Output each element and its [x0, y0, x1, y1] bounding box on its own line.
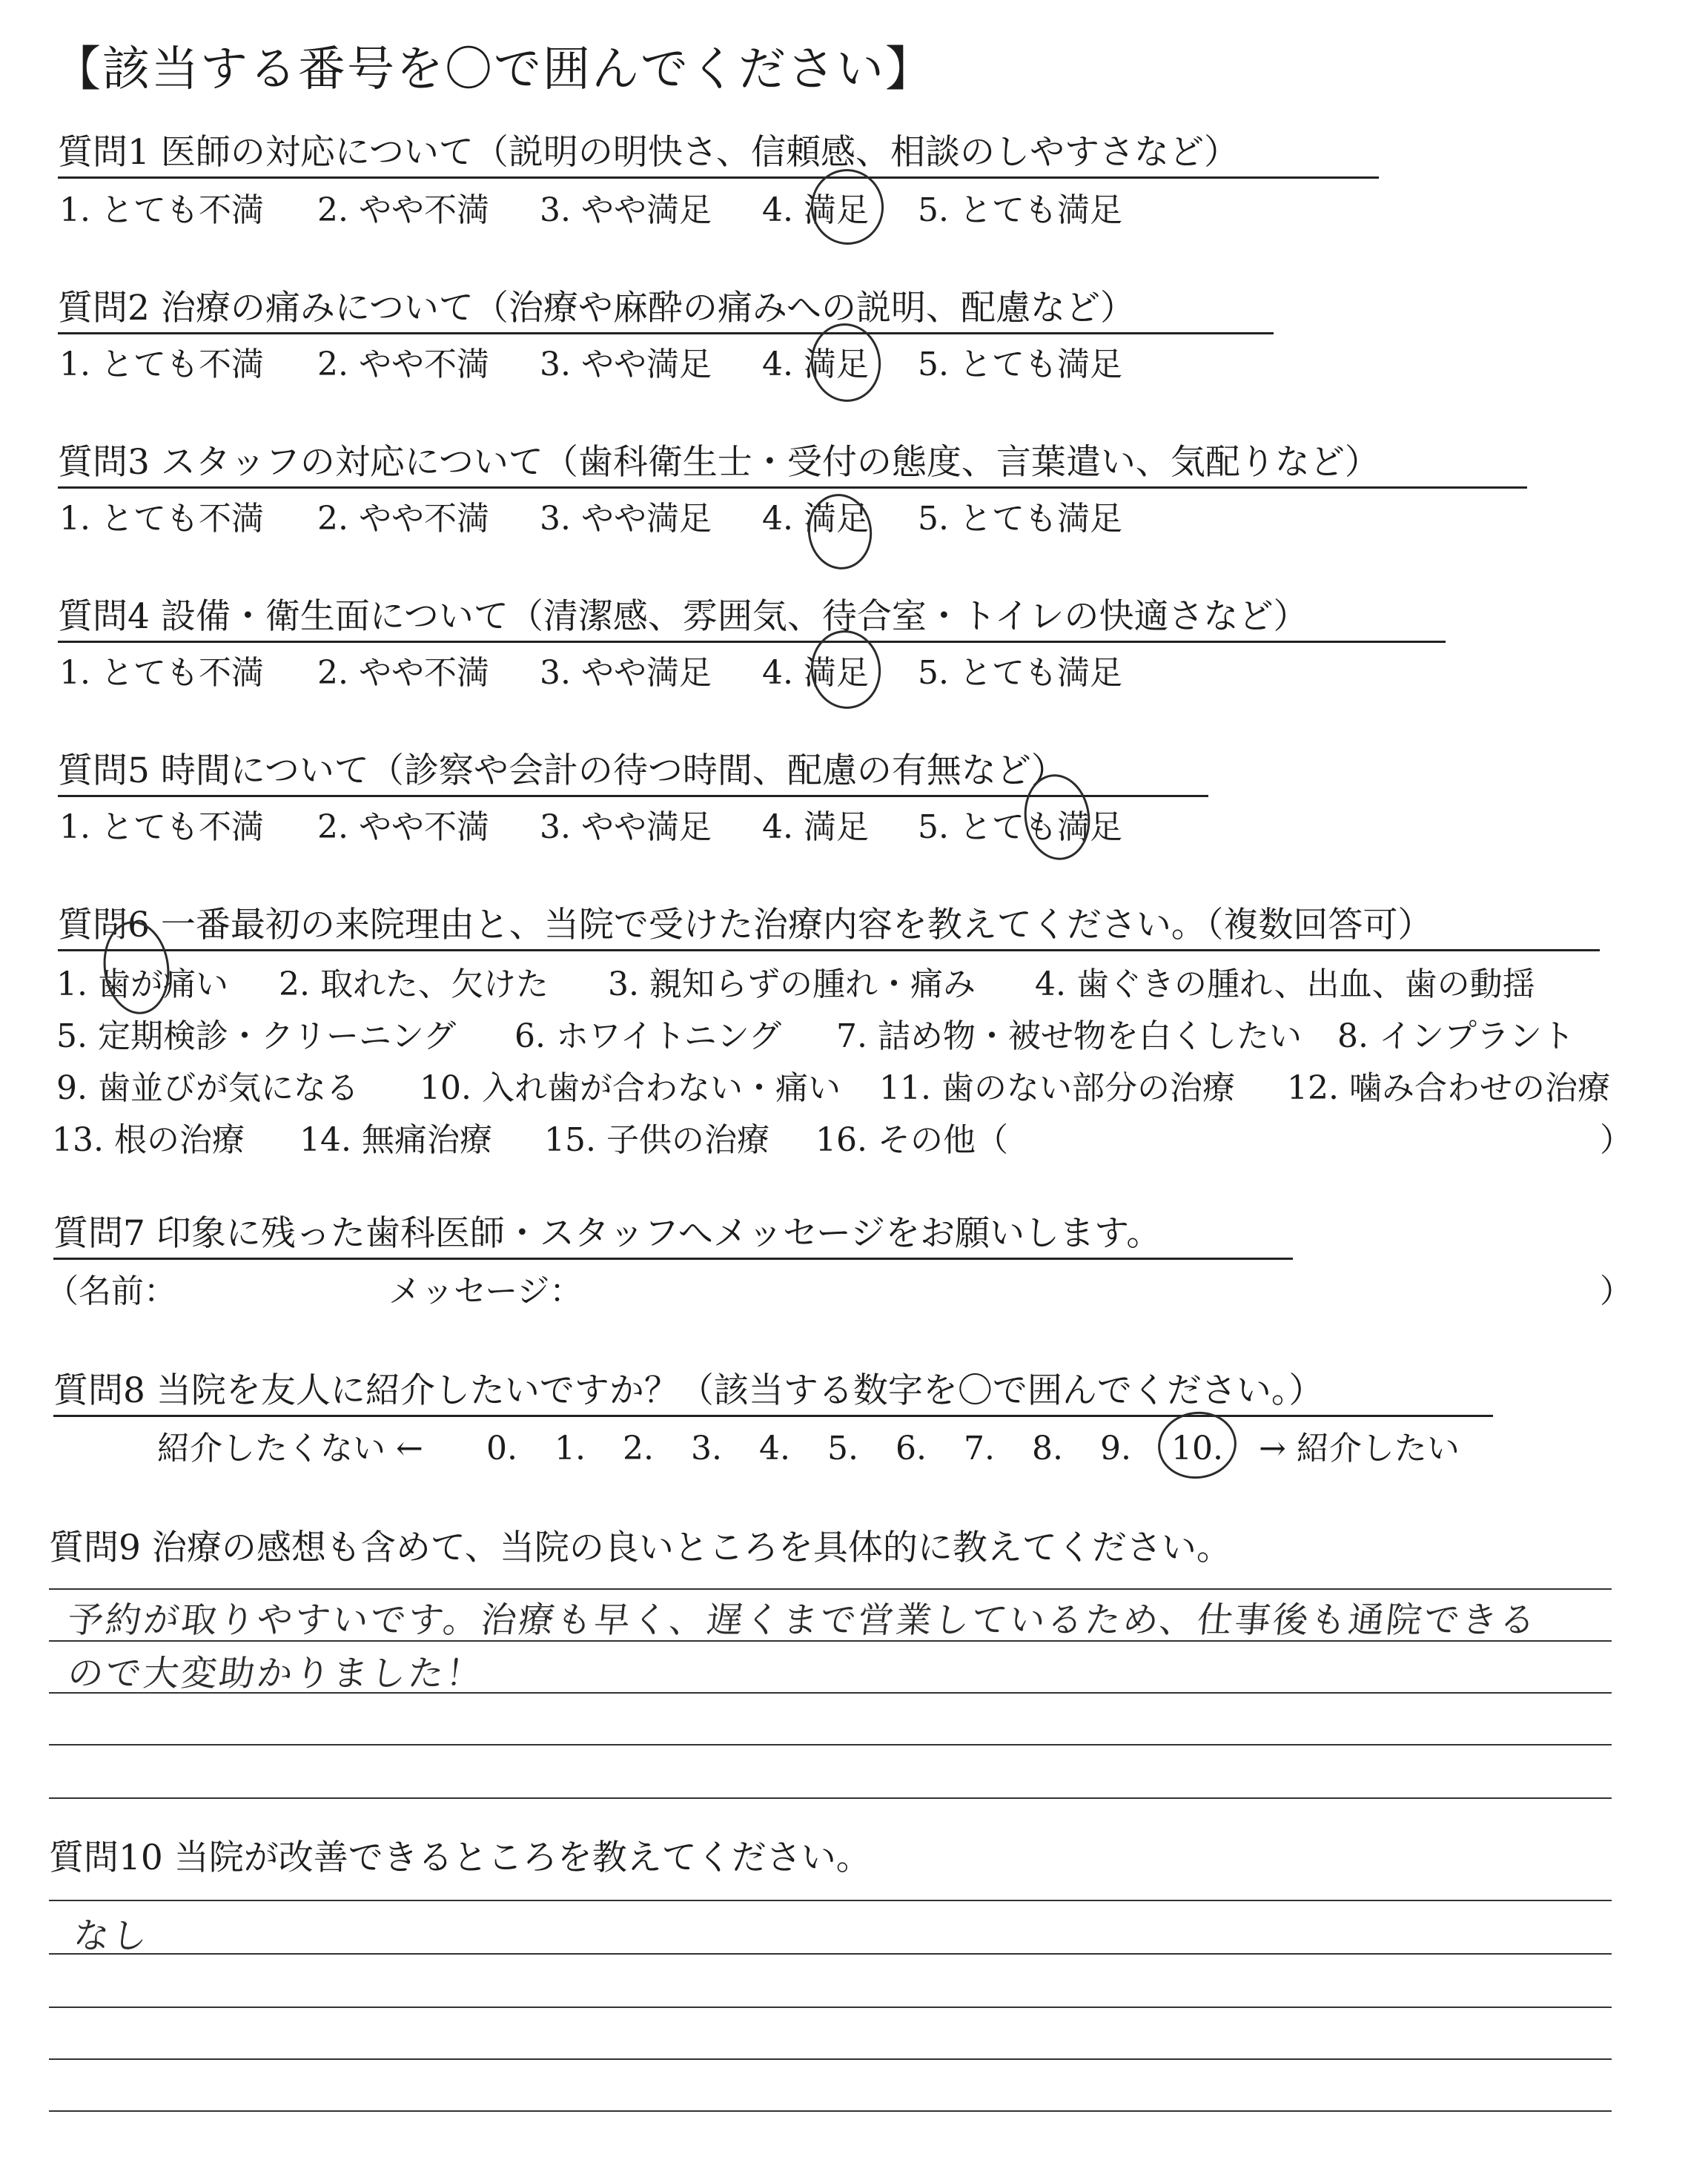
q4-option-1[interactable]: 1. とても不満: [59, 654, 264, 692]
q6-option-7[interactable]: 7. 詰め物・被せ物を白くしたい: [836, 1017, 1302, 1055]
question-5-options: [0, 808, 1708, 848]
q8-scale-2[interactable]: 2.: [623, 1430, 654, 1467]
q8-right-label: → 紹介したい: [1259, 1430, 1460, 1467]
question-2-underline: [58, 332, 1274, 334]
q8-scale-3[interactable]: 3.: [691, 1430, 722, 1467]
q6-option-3[interactable]: 3. 親知らずの腫れ・痛み: [608, 965, 976, 1003]
q2-option-2[interactable]: 2. やや不満: [317, 346, 489, 383]
q6-option-2[interactable]: 2. 取れた、欠けた: [279, 965, 549, 1003]
q5-option-3[interactable]: 3. やや満足: [540, 808, 712, 846]
q6-option-16[interactable]: 16. その他（: [815, 1121, 1008, 1159]
q6-option-11[interactable]: 11. 歯のない部分の治療: [879, 1069, 1235, 1107]
q8-scale-0[interactable]: 0.: [486, 1430, 517, 1467]
q8-scale-5[interactable]: 5.: [827, 1430, 858, 1467]
question-1-underline: [58, 176, 1379, 179]
q6-option-15[interactable]: 15. 子供の治療: [544, 1121, 769, 1159]
question-6-underline: [58, 949, 1600, 951]
q6-option-6[interactable]: 6. ホワイトニング: [514, 1017, 782, 1055]
q1-option-1[interactable]: 1. とても不満: [59, 191, 264, 229]
question-5-label: 質問5 時間について（診察や会計の待つ時間、配慮の有無など）: [58, 750, 1066, 791]
q8-scale-7[interactable]: 7.: [964, 1430, 995, 1467]
q2-option-1[interactable]: 1. とても不満: [59, 346, 264, 383]
question-1-label: 質問1 医師の対応について（説明の明快さ、信頼感、相談のしやすさなど）: [58, 132, 1239, 173]
q8-selected-circle: [1153, 1407, 1240, 1484]
q10-answer-line-4: [49, 2058, 1612, 2060]
q1-option-3[interactable]: 3. やや満足: [540, 191, 712, 229]
question-8-label: 質問8 当院を友人に紹介したいですか？（該当する数字を〇で囲んでください。）: [53, 1370, 1324, 1411]
q7-message-label: メッセージ：: [388, 1272, 583, 1310]
question-2-label: 質問2 治療の痛みについて（治療や麻酔の痛みへの説明、配慮など）: [58, 288, 1135, 328]
q8-scale-10[interactable]: 10.: [1171, 1430, 1223, 1467]
q9-answer-line-5: [49, 1797, 1612, 1799]
q3-option-5[interactable]: 5. とても満足: [918, 500, 1122, 538]
q4-option-3[interactable]: 3. やや満足: [540, 654, 712, 692]
q2-option-5[interactable]: 5. とても満足: [918, 346, 1122, 383]
question-3-underline: [58, 486, 1527, 489]
q5-option-1[interactable]: 1. とても不満: [59, 808, 264, 846]
q8-scale-8[interactable]: 8.: [1032, 1430, 1063, 1467]
q2-option-4[interactable]: 4. 満足: [762, 346, 869, 383]
q6-option-8[interactable]: 8. インプラント: [1337, 1017, 1575, 1055]
question-9-label: 質問9 治療の感想も含めて、当院の良いところを具体的に教えてください。: [49, 1527, 1231, 1568]
q8-scale-4[interactable]: 4.: [759, 1430, 790, 1467]
q3-option-3[interactable]: 3. やや満足: [540, 500, 712, 538]
question-10-label: 質問10 当院が改善できるところを教えてください。: [49, 1837, 871, 1878]
q10-answer-line-1: [49, 1900, 1612, 1901]
q5-option-4[interactable]: 4. 満足: [762, 808, 869, 846]
q6-option-5[interactable]: 5. 定期検診・クリーニング: [56, 1017, 457, 1055]
q8-scale-6[interactable]: 6.: [896, 1430, 927, 1467]
q8-scale: [0, 1430, 1708, 1470]
q9-answer-text-1: 予約が取りやすいです。治療も早く、遅くまで営業しているため、仕事後も通院できる: [65, 1599, 1540, 1641]
question-6-options: [0, 965, 1708, 1161]
q10-answer-line-5: [49, 2110, 1612, 2112]
q1-option-2[interactable]: 2. やや不満: [317, 191, 489, 229]
q10-answer-line-2: [49, 1953, 1612, 1955]
q3-option-1[interactable]: 1. とても不満: [59, 500, 264, 538]
q7-close-paren: ）: [1600, 1272, 1632, 1310]
question-8-underline: [53, 1415, 1493, 1417]
q4-option-2[interactable]: 2. やや不満: [317, 654, 489, 692]
q10-answer-text-1: なし: [71, 1915, 152, 1957]
form-title: 【該当する番号を〇で囲んでください】: [53, 42, 934, 97]
q9-answer-line-1: [49, 1588, 1612, 1590]
q7-name-label: （名前：: [46, 1272, 176, 1310]
q8-left-label: 紹介したくない ←: [157, 1430, 423, 1467]
q6-option-13[interactable]: 13. 根の治療: [52, 1121, 245, 1159]
q6-option-4[interactable]: 4. 歯ぐきの腫れ、出血、歯の動揺: [1035, 965, 1535, 1003]
q6-option-14[interactable]: 14. 無痛治療: [299, 1121, 492, 1159]
q4-option-4[interactable]: 4. 満足: [762, 654, 869, 692]
q6-option-12[interactable]: 12. 噛み合わせの治療: [1287, 1069, 1610, 1107]
q4-selected-circle: [806, 626, 886, 713]
q4-option-5[interactable]: 5. とても満足: [918, 654, 1122, 692]
question-6-label: 質問6 一番最初の来院理由と、当院で受けた治療内容を教えてください。（複数回答可）: [58, 905, 1433, 945]
q8-scale-9[interactable]: 9.: [1100, 1430, 1131, 1467]
q6-option-1[interactable]: 1. 歯が痛い: [56, 965, 228, 1003]
q2-option-3[interactable]: 3. やや満足: [540, 346, 712, 383]
q6-option-9[interactable]: 9. 歯並びが気になる: [56, 1069, 359, 1107]
q9-answer-text-2: ので大変助かりました！: [65, 1653, 486, 1694]
q10-answer-line-3: [49, 2007, 1612, 2008]
q1-option-4[interactable]: 4. 満足: [762, 191, 869, 229]
q6-other-close-paren: ）: [1600, 1121, 1632, 1159]
q8-scale-1[interactable]: 1.: [555, 1430, 586, 1467]
question-3-label: 質問3 スタッフの対応について（歯科衛生士・受付の態度、言葉遣い、気配りなど）: [58, 442, 1380, 483]
q5-option-2[interactable]: 2. やや不満: [317, 808, 489, 846]
q6-option-10[interactable]: 10. 入れ歯が合わない・痛い: [420, 1069, 841, 1107]
question-7-label: 質問7 印象に残った歯科医師・スタッフへメッセージをお願いします。: [53, 1213, 1162, 1254]
question-4-underline: [58, 641, 1446, 643]
question-4-label: 質問4 設備・衛生面について（清潔感、雰囲気、待合室・トイレの快適さなど）: [58, 596, 1308, 637]
q5-option-5[interactable]: 5. とても満足: [918, 808, 1122, 846]
q1-option-5[interactable]: 5. とても満足: [918, 191, 1122, 229]
q3-option-2[interactable]: 2. やや不満: [317, 500, 489, 538]
q9-answer-line-4: [49, 1744, 1612, 1745]
question-7-underline: [53, 1258, 1293, 1260]
q3-option-4[interactable]: 4. 満足: [762, 500, 869, 538]
